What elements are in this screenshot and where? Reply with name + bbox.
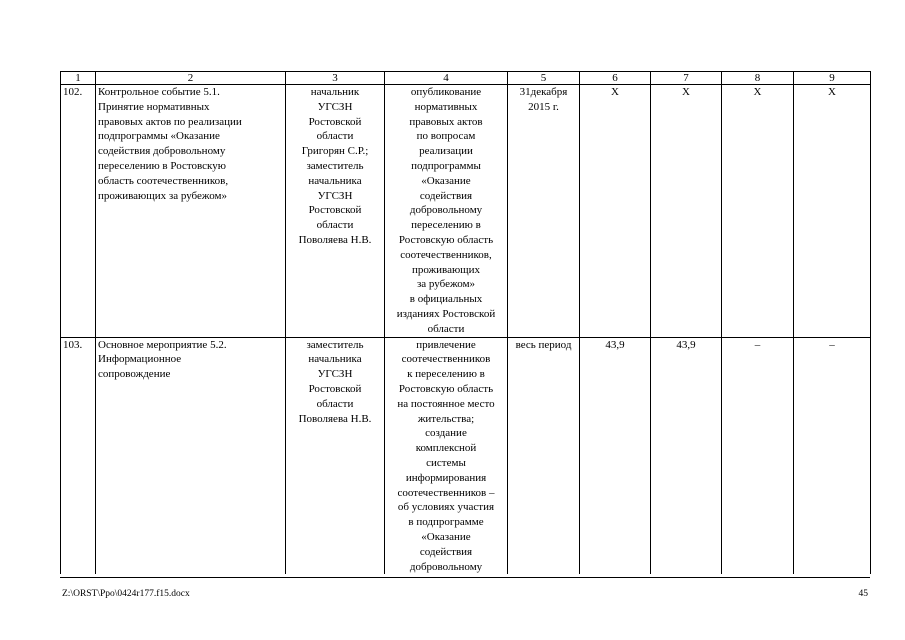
row-number: 103. bbox=[61, 337, 96, 574]
responsible-person: заместитель начальника УГСЗН Ростовской области Поволяева Н.В. bbox=[286, 337, 385, 574]
value-col-7: 43,9 bbox=[651, 337, 722, 574]
value-col-6: 43,9 bbox=[580, 337, 651, 574]
responsible-person: начальник УГСЗН Ростовской области Григорян С.Р.; заместитель начальника УГСЗН Ростовской области Поволяева Н.В. bbox=[286, 85, 385, 338]
column-header-6: 6 bbox=[580, 72, 651, 85]
value-col-8: Х bbox=[722, 85, 794, 338]
column-header-7: 7 bbox=[651, 72, 722, 85]
value-col-7: Х bbox=[651, 85, 722, 338]
completion-date: 31декабря 2015 г. bbox=[508, 85, 580, 338]
event-name: Контрольное событие 5.1. Принятие нормативных правовых актов по реализации подпрограммы «Оказание содействия добровольному переселению в Ростовскую область соотечественников, проживающих за рубежом» bbox=[96, 85, 286, 338]
table-row bbox=[61, 85, 871, 338]
column-header-1: 1 bbox=[61, 72, 96, 85]
expected-result: привлечение соотечественников к переселению в Ростовскую область на постоянное место жительства; создание комплексной системы информирования соотечественников – об условиях участия в подпрограмме «Оказание содействия добровольному bbox=[385, 337, 508, 574]
column-header-3: 3 bbox=[286, 72, 385, 85]
column-header-9: 9 bbox=[794, 72, 871, 85]
footer-file-path: Z:\ORST\Ppo\0424r177.f15.docx bbox=[62, 589, 190, 599]
column-header-4: 4 bbox=[385, 72, 508, 85]
table-header-row bbox=[61, 72, 871, 85]
value-col-8: – bbox=[722, 337, 794, 574]
table-bottom-border bbox=[60, 577, 870, 578]
value-col-6: Х bbox=[580, 85, 651, 338]
row-number: 102. bbox=[61, 85, 96, 338]
column-header-5: 5 bbox=[508, 72, 580, 85]
table-row bbox=[61, 337, 871, 574]
completion-date: весь период bbox=[508, 337, 580, 574]
column-header-8: 8 bbox=[722, 72, 794, 85]
event-name: Основное мероприятие 5.2. Информационное сопровождение bbox=[96, 337, 286, 574]
column-header-2: 2 bbox=[96, 72, 286, 85]
expected-result: опубликование нормативных правовых актов по вопросам реализации подпрограммы «Оказание содействия добровольному переселению в Ростовскую область соотечественников, проживающих за рубежом» в официальных изданиях Ростовской области bbox=[385, 85, 508, 338]
footer-page-number: 45 bbox=[858, 589, 868, 599]
plan-table bbox=[60, 71, 871, 574]
value-col-9: Х bbox=[794, 85, 871, 338]
value-col-9: – bbox=[794, 337, 871, 574]
